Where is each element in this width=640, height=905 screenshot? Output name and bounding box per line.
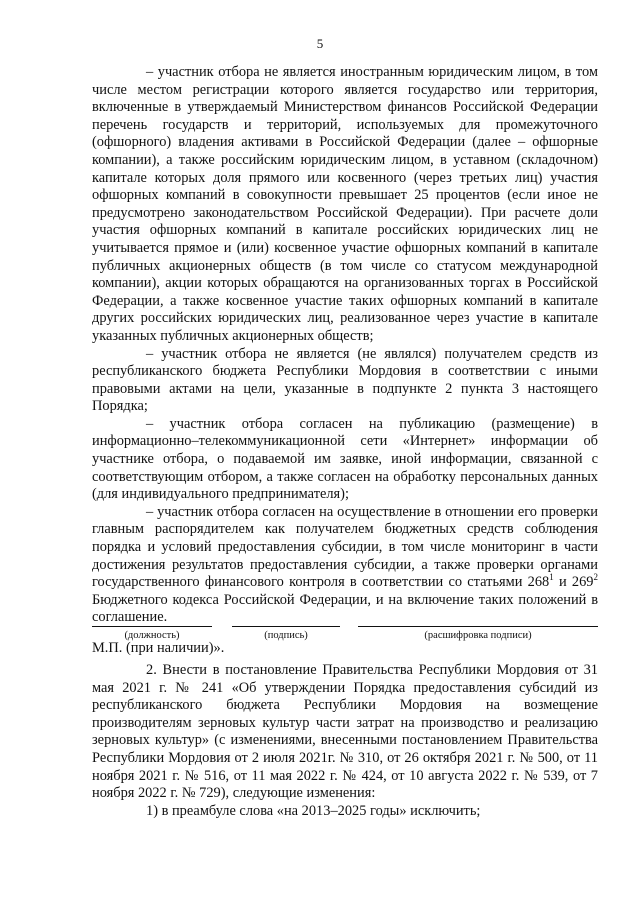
signature-line-position	[92, 626, 212, 627]
page-number: 5	[316, 36, 324, 51]
signature-label: (подпись)	[264, 630, 308, 641]
decoding-label: (расшифровка подписи)	[424, 630, 532, 641]
stamp-note: М.П. (при наличии)».	[92, 640, 225, 656]
position-label: (должность)	[124, 630, 180, 641]
signature-line-decoding	[358, 626, 598, 627]
requirements-list	[92, 64, 598, 627]
paragraph-amendment: 2. Внести в постановление Правительства Республики Мордовия от 31 мая 2021 г. № 241 «Об утверждении Порядка предоставления субсидий из республиканского бюджета Республики Мордовия на возмещение производителям зерновых культур части затрат на производство и реализацию зерновых культур» (с изменениями, внесенными постановлением Правительства Республики Мордовия от 2 июля 2021г. № 310, от 26 октября 2021 г. № 500, от 11 ноября 2021 г. № 516, от 11 мая 2022 г. № 424, от 10 августа 2022 г. № 539, от 7 ноября 2022 г. № 729), следующие изменения:	[92, 662, 598, 802]
paragraph-publication-consent: – участник отбора согласен на публикацию (размещение) в информационно–телекоммуникационной сети «Интернет» информации об участнике отбора, о подаваемой им заявке, иной информации, связанной с соответствующим отбором, а также согласен на обработку персональных данных (для индивидуального предпринимателя);	[92, 415, 598, 503]
superscript-2: 2	[593, 572, 599, 583]
paragraph-preamble: 1) в преамбуле слова «на 2013–2025 годы» исключить;	[146, 802, 481, 819]
amendment-section	[92, 662, 598, 820]
superscript-1: 1	[549, 572, 554, 583]
signature-line-signature	[232, 626, 340, 627]
paragraph-control-consent: – участник отбора согласен на осуществление в отношении его проверки главным распорядителем как получателем бюджетных средств соблюдения порядка и условий предоставления субсидии, в том числе мониторинг в части достижения результатов предоставления субсидии, а также проверки органами государственного финансового контроля в соответствии со статьями $268^1$ и $269^2$ Бюджетного кодекса Российской Федерации, и на включение таких положений в соглашение.	[92, 503, 599, 626]
paragraph-offshore: – участник отбора не является иностранным юридическим лицом, в том числе местом регистрации которого является государство или территория, включенные в утверждаемый Министерством финансов Российской Федерации перечень государств и территорий, используемых для промежуточного (офшорного) владения активами в Российской Федерации (далее – офшорные компании), а также российским юридическим лицом, в уставном (складочном) капитале которых доля прямого или косвенного (через третьих лиц) участия офшорных компаний в совокупности превышает 25 процентов (если иное не предусмотрено законодательством Российской Федерации). При расчете доли участия офшорных компаний в капитале российских юридических лиц не учитывается прямое и (или) косвенное участие офшорных компаний в капитале публичных акционерных обществ (в том числе со статусом международной компании), акции которых обращаются на организованных торгах в Российской Федерации, а также косвенное участие таких офшорных компаний в капитале других российских юридических лиц, реализованное через участие в капитале указанных публичных акционерных обществ;	[92, 64, 598, 344]
paragraph-not-recipient: – участник отбора не является (не являлся) получателем средств из республиканского бюджета Республики Мордовия в соответствии с иными правовыми актами на цели, указанные в подпункте 2 пункта 3 настоящего Порядка;	[92, 345, 598, 415]
